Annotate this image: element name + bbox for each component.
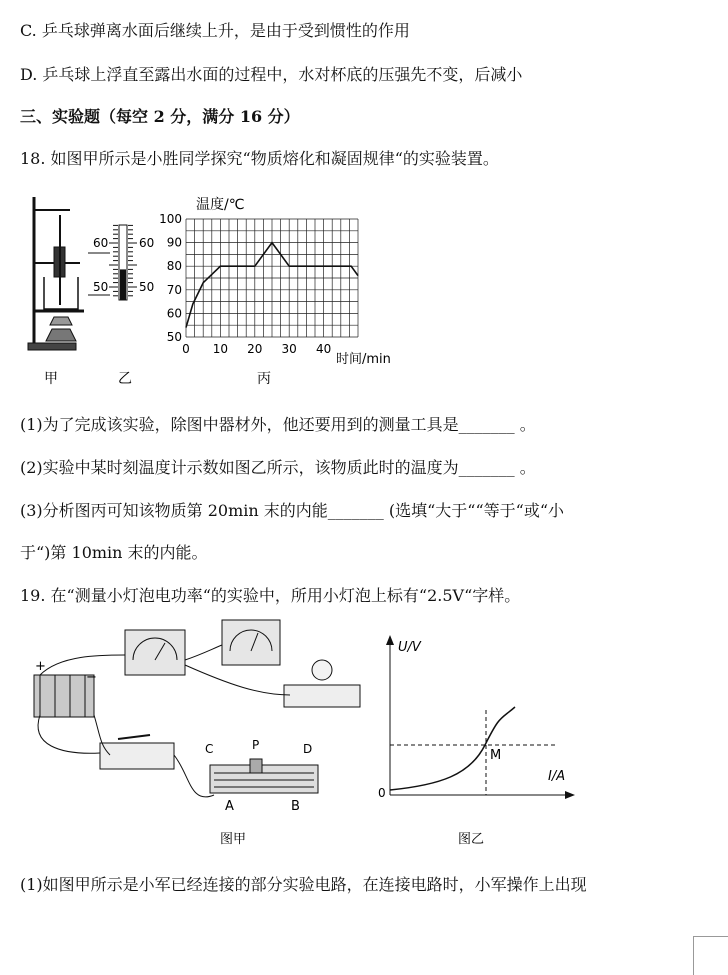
- label-jia: 甲: [44, 371, 58, 387]
- graph-origin: 0: [378, 786, 386, 800]
- terminal-c-label: C: [205, 742, 214, 756]
- y-tick-label: 60: [166, 306, 182, 321]
- chart-xlabel: 时间/min: [336, 352, 391, 367]
- figure-19: [0, 615, 600, 855]
- y-tick-label: 70: [166, 282, 182, 297]
- question-19: 19. 在“测量小灯泡电功率“的实验中，所用小灯泡上标有“2.5V“字样。: [20, 586, 521, 605]
- y-tick-label: 50: [166, 330, 182, 344]
- caption-tu-jia: 图甲: [220, 832, 247, 847]
- y-tick-label: 90: [166, 235, 182, 250]
- battery-plus-label: +: [35, 659, 46, 674]
- x-tick-label: 10: [212, 342, 229, 356]
- caption-tu-yi: 图乙: [458, 832, 485, 847]
- circuit-diagram: [34, 620, 360, 797]
- section-heading: 三、实验题（每空 2 分，满分 16 分）: [20, 107, 300, 126]
- terminal-p-label: P: [252, 738, 260, 752]
- thermo-tick-60-right: 60: [139, 236, 155, 250]
- switch-icon: [100, 743, 174, 769]
- x-tick-label: 40: [315, 342, 332, 356]
- question-19-1: (1)如图甲所示是小军已经连接的部分实验电路，在连接电路时，小军操作上出现: [20, 875, 587, 894]
- graph-ylabel: U/V: [398, 640, 421, 655]
- question-18-2: (2)实验中某时刻温度计示数如图乙所示，该物质此时的温度为_______ 。: [20, 458, 536, 477]
- x-tick-label: 20: [247, 342, 263, 356]
- temperature-chart: [159, 196, 391, 367]
- x-axis-arrow: [565, 791, 575, 799]
- battery-minus-label: −: [86, 670, 97, 685]
- thermo-tick-50-left: 50: [93, 280, 109, 294]
- graph-xlabel: I/A: [548, 769, 566, 784]
- apparatus-stand: [28, 197, 84, 350]
- chart-ticks: [159, 212, 331, 356]
- question-18-3a: (3)分析图丙可知该物质第 20min 末的内能_______ (选填“大于““等于“或“小: [20, 501, 565, 520]
- ui-graph: [378, 635, 575, 847]
- option-c: C. 乒乓球弹离水面后继续上升，是由于受到惯性的作用: [20, 21, 410, 40]
- option-d: D. 乒乓球上浮直至露出水面的过程中，水对杯底的压强先不变，后减小: [20, 65, 523, 84]
- label-bing: 丙: [257, 371, 271, 387]
- y-tick-label: 80: [166, 259, 182, 274]
- thermometer: [93, 225, 154, 300]
- terminal-b-label: B: [291, 799, 300, 814]
- page-corner: [693, 936, 728, 975]
- bulb-icon: [312, 660, 332, 680]
- terminal-d-label: D: [303, 742, 313, 756]
- x-tick-label: 0: [182, 342, 190, 356]
- question-18: 18. 如图甲所示是小胜同学探究“物质熔化和凝固规律“的实验装置。: [20, 149, 499, 168]
- figure-18: [0, 185, 420, 390]
- mercury-column: [120, 269, 126, 300]
- label-yi: 乙: [118, 371, 132, 387]
- thermo-tick-50-right: 50: [139, 280, 155, 294]
- rheostat-icon: [210, 765, 318, 793]
- point-m-label: M: [490, 748, 502, 763]
- terminal-a-label: A: [225, 799, 234, 814]
- x-tick-label: 30: [281, 342, 297, 356]
- question-18-3b: 于“)第 10min 末的内能。: [20, 543, 208, 562]
- chart-ylabel: 温度/℃: [196, 197, 245, 213]
- thermo-tick-60-left: 60: [93, 236, 109, 250]
- y-tick-label: 100: [159, 212, 182, 226]
- chart-grid: [186, 219, 358, 337]
- voltmeter-icon: [222, 620, 280, 665]
- y-axis-arrow: [386, 635, 394, 645]
- question-18-1: (1)为了完成该实验，除图中器材外，他还要用到的测量工具是_______ 。: [20, 415, 536, 434]
